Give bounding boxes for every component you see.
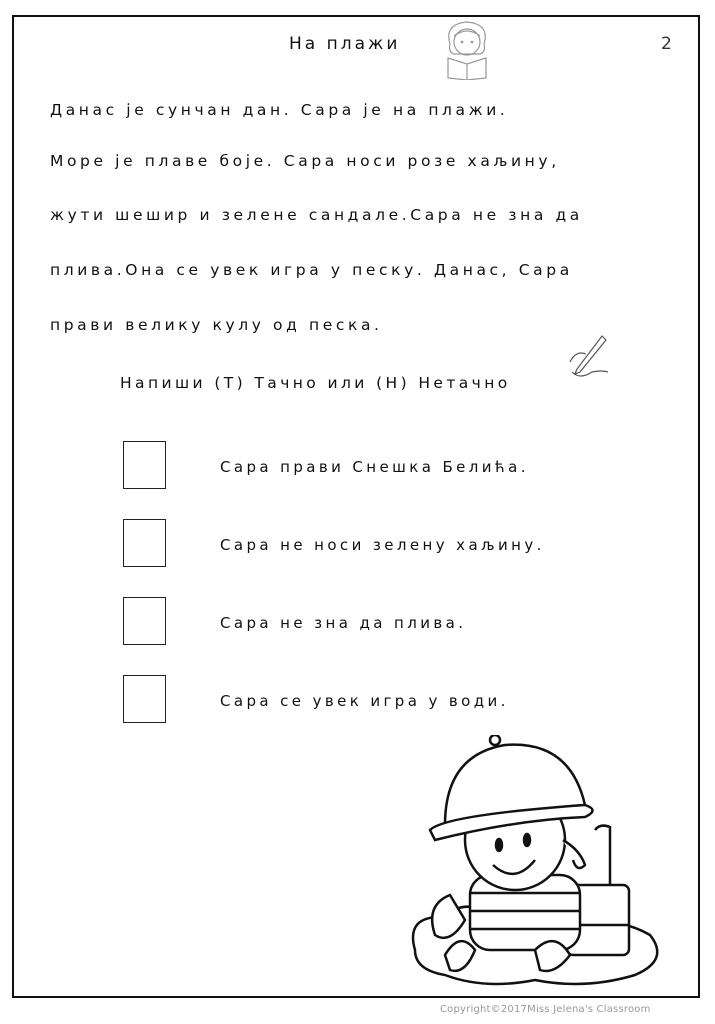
passage-line: плива.Она се увек игра у песку. Данас, Сара [50, 261, 573, 279]
statement-4: Сара се увек игра у води. [220, 692, 509, 710]
instruction-heading: Напиши (Т) Тачно или (Н) Нетачно [120, 374, 511, 392]
page-number: 2 [661, 34, 672, 54]
answer-box-2[interactable] [123, 519, 166, 567]
copyright-notice: Copyright©2017Miss Jelena's Classroom [440, 1004, 651, 1015]
answer-box-3[interactable] [123, 597, 166, 645]
answer-box-1[interactable] [123, 441, 166, 489]
worksheet-title: На плажи [289, 34, 401, 54]
passage-line: Море је плаве боје. Сара носи розе хаљину, [50, 152, 560, 170]
girl-reading-icon [438, 18, 496, 80]
writing-hand-icon [562, 332, 612, 382]
passage-line: прави велику кулу од песка. [50, 316, 383, 334]
passage-line: жути шешир и зелене сандале.Сара не зна да [50, 206, 583, 224]
answer-box-4[interactable] [123, 675, 166, 723]
statement-2: Сара не носи зелену хаљину. [220, 536, 545, 554]
statement-1: Сара прави Снешка Белића. [220, 458, 529, 476]
passage-line: Данас је сунчан дан. Сара је на плажи. [50, 101, 509, 119]
statement-3: Сара не зна да плива. [220, 614, 467, 632]
girl-building-sandcastle-illustration [405, 735, 665, 990]
